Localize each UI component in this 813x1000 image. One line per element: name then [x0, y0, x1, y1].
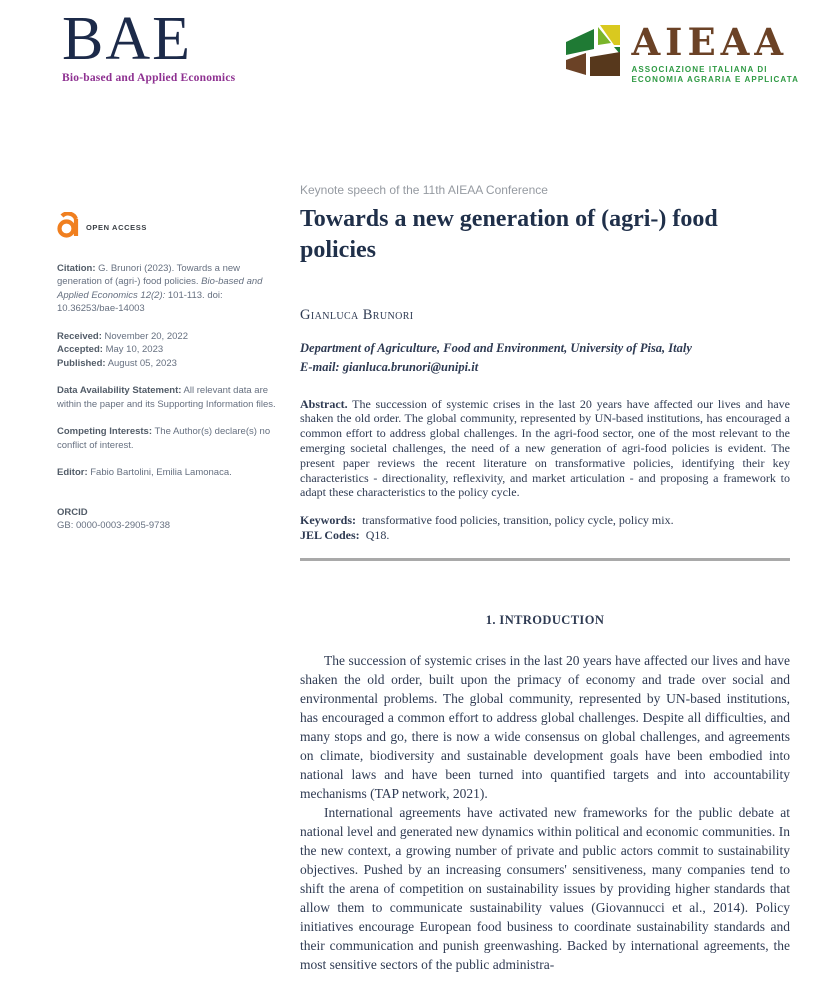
open-access-icon [57, 212, 80, 244]
jel-codes-line [300, 528, 790, 543]
section-divider-rule [300, 558, 790, 561]
citation-text: G. Brunori (2023). Towards a new generation of (agri-) food policies. [57, 262, 241, 287]
received-label: Received: [57, 330, 102, 342]
aieaa-name-line2: ECONOMIA AGRARIA E APPLICATA [631, 75, 799, 84]
email-address: gianluca.brunori@unipi.it [342, 359, 479, 374]
aieaa-field-icon [565, 24, 621, 89]
data-availability-text: All relevant data are within the paper and its Supporting Information files. [57, 385, 276, 410]
open-access-badge [57, 212, 285, 244]
intro-paragraph-2: International agreements have activated new frameworks for the public debate at national level and generated new dynamics within political and economic communities. In the new context, a growing number of private and public actors commit to sustainability objectives. Pushed by an increasing consumers' sensitiveness, many companies tend to shift the arena of competition on sustainability issues by providing higher standards that allow them to communicate sustainability values (Giovannucci et al., 2014). Policy initiatives encourage European food business to coordinate sustainability standards and their communication and punish greenwashing. Backed by international agreements, the most sensitive sectors of the public administra- [300, 805, 790, 973]
bae-logo-subtitle: Bio-based and Applied Economics [62, 71, 236, 84]
jel-label: JEL Codes: [300, 528, 360, 543]
accepted-label: Accepted: [57, 344, 103, 355]
published-date: August 05, 2023 [107, 357, 177, 369]
section-heading-introduction: 1. INTRODUCTION [485, 613, 605, 628]
competing-interests-block [57, 425, 285, 452]
intro-paragraph-1: The succession of systemic crises in the last 20 years have affected our lives and have shaken the old order, built upon the primacy of economy and trade over social and environmental problems. The global community, represented by UN-based institutions, has encouraged a common effort to address global challenges. Despite all difficulties, and many stops and go, there is now a wide consensus on global challenges, and agreements on climate, biodiversity and sustainable development goals have been embodied into national laws and have been turned into quantified targets and into accountability mechanisms (TAP network, 2021). [300, 653, 790, 802]
bae-journal-logo [62, 5, 236, 84]
orcid-label: ORCID [57, 506, 88, 518]
editor-block [57, 466, 285, 480]
data-availability-block [57, 384, 285, 411]
article-main-column [300, 183, 790, 974]
open-access-label: OPEN ACCESS [86, 223, 147, 232]
aieaa-name-line1: ASSOCIAZIONE ITALIANA DI [631, 65, 768, 74]
email-label: E-mail: [300, 359, 340, 374]
citation-pages-doi: 101-113. doi: 10.36253/bae-14003 [57, 289, 223, 314]
orcid-id: GB: 0000-0003-2905-9738 [57, 520, 171, 531]
metadata-sidebar [57, 183, 285, 974]
author-email-line [300, 358, 790, 376]
competing-interests-text: The Author(s) declare(s) no conflict of interest. [57, 426, 271, 451]
keywords-text: transformative food policies, transition, policy cycle, policy mix. [362, 513, 674, 528]
received-date: November 20, 2022 [104, 330, 188, 342]
keywords-line [300, 513, 790, 528]
bae-logo-text: BAE [62, 5, 192, 73]
published-label: Published: [57, 357, 106, 369]
editor-label: Editor: [57, 467, 88, 478]
abstract-text: The succession of systemic crises in the last 20 years have affected our lives and have shaken the old order. The global community, represented by UN-based institutions, has encouraged a common effort to address global challenges. In the agri-food sector, one of the most relevant to the emerging societal challenges, the need of a new generation of agri-food policies is evident. The present paper reviews the recent literature on transformative policies, identifying their key characteristics - directionality, reflexivity, and market articulation - and proposing a framework to adapt these characteristics to the policy cycle. [300, 396, 790, 500]
data-availability-label: Data Availability Statement: [57, 385, 182, 396]
content-columns [0, 183, 813, 974]
author-name: Gianluca Brunori [300, 307, 414, 324]
editor-names: Fabio Bartolini, Emilia Lamonaca. [90, 467, 232, 478]
article-title: Towards a new generation of (agri-) food policies [300, 206, 718, 263]
competing-interests-label: Competing Interests: [57, 426, 153, 437]
accepted-date: May 10, 2023 [105, 344, 164, 355]
aieaa-acronym: AIEAA [631, 20, 789, 64]
accepted-line [57, 343, 285, 357]
aieaa-text-block [631, 20, 799, 85]
citation-label: Citation: [57, 262, 96, 274]
abstract-label: Abstract. [300, 396, 348, 411]
orcid-block [57, 506, 285, 533]
article-kicker: Keynote speech of the 11th AIEAA Conference [300, 183, 548, 197]
author-affiliation [300, 339, 790, 375]
jel-text: Q18. [365, 528, 390, 543]
received-line [57, 330, 285, 344]
abstract [300, 397, 790, 501]
keywords-label: Keywords: [300, 513, 356, 528]
page-header [0, 0, 813, 183]
affiliation-text: Department of Agriculture, Food and Environment, University of Pisa, Italy [300, 341, 692, 356]
aieaa-association-name [631, 65, 799, 85]
aieaa-logo [565, 20, 799, 89]
citation-journal: Bio-based and Applied Economics 12(2): [57, 276, 263, 301]
published-line [57, 357, 285, 371]
citation-block [57, 262, 285, 316]
